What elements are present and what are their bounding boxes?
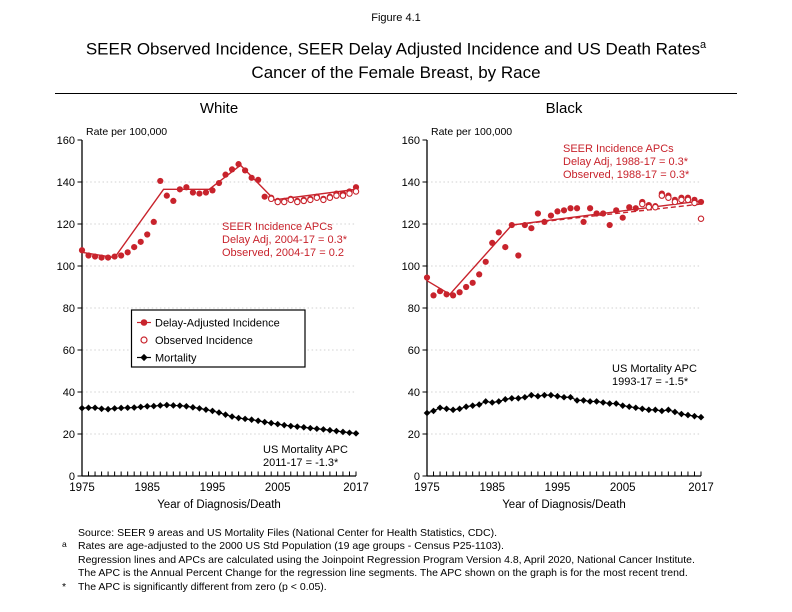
legend-marker-filled-circle: [141, 319, 148, 326]
data-point-observed: [327, 195, 332, 200]
data-point-mortality: [281, 422, 288, 429]
data-point-mortality: [150, 403, 157, 410]
y-tick-label: 80: [62, 303, 75, 315]
data-point-delay-adjusted: [561, 207, 567, 213]
data-point-delay-adjusted: [138, 239, 144, 245]
data-point-delay-adjusted: [79, 247, 85, 253]
data-point-mortality: [587, 398, 594, 405]
data-point-mortality: [646, 407, 653, 414]
y-tick-label: 40: [407, 387, 420, 399]
data-point-delay-adjusted: [170, 198, 176, 204]
legend-item: [141, 335, 253, 347]
data-point-delay-adjusted: [144, 231, 150, 237]
data-point-mortality: [92, 404, 99, 411]
data-point-mortality: [482, 398, 489, 405]
data-point-mortality: [216, 409, 223, 416]
footnote-row: [62, 567, 762, 580]
y-tick-label: 20: [62, 429, 75, 441]
data-point-mortality: [124, 404, 131, 411]
series-mortality: [424, 392, 705, 421]
data-point-delay-adjusted: [489, 240, 495, 246]
figure-title: [0, 34, 792, 84]
data-point-delay-adjusted: [203, 189, 209, 195]
data-point-delay-adjusted: [528, 225, 534, 231]
data-point-observed: [672, 199, 677, 204]
y-tick-label: 160: [401, 135, 420, 147]
y-tick-label: 20: [407, 429, 420, 441]
data-point-delay-adjusted: [587, 205, 593, 211]
figure-title-text: SEER Observed Incidence, SEER Delay Adjusted Incidence and US Death Rates: [85, 39, 701, 59]
data-point-mortality: [561, 394, 568, 401]
data-point-observed: [321, 197, 326, 202]
data-point-delay-adjusted: [600, 210, 606, 216]
annotation-line: US Mortality APC: [263, 444, 348, 456]
y-tick-label: 0: [413, 471, 420, 483]
legend-label: Observed Incidence: [155, 335, 253, 347]
y-tick-label: 140: [401, 177, 420, 189]
data-point-delay-adjusted: [567, 205, 573, 211]
data-point-mortality: [567, 394, 574, 401]
annotation-line: 1993-17 = -1.5*: [612, 376, 689, 388]
data-point-observed: [646, 205, 651, 210]
data-point-mortality: [320, 426, 327, 433]
x-tick-label: 2017: [688, 482, 714, 494]
annotation-us-mortality-apc: [263, 444, 348, 469]
footnote-row: [62, 554, 762, 567]
data-point-delay-adjusted: [196, 190, 202, 196]
data-point-delay-adjusted: [424, 274, 430, 280]
data-point-mortality: [535, 393, 542, 400]
data-point-observed: [666, 195, 671, 200]
data-point-mortality: [600, 399, 607, 406]
data-point-mortality: [639, 406, 646, 413]
data-point-mortality: [209, 408, 216, 415]
data-point-mortality: [203, 406, 210, 413]
data-point-delay-adjusted: [620, 215, 626, 221]
x-tick-label: 2017: [343, 482, 369, 494]
data-point-mortality: [248, 416, 255, 423]
data-point-observed: [353, 189, 358, 194]
figure-number: Figure 4.1: [371, 12, 421, 24]
data-point-delay-adjusted: [463, 284, 469, 290]
y-tick-label: 100: [56, 261, 75, 273]
x-ticks: [427, 472, 701, 477]
data-point-delay-adjusted: [502, 244, 508, 250]
data-point-delay-adjusted: [607, 222, 613, 228]
data-point-mortality: [196, 405, 203, 412]
data-point-mortality: [476, 401, 483, 408]
data-point-mortality: [111, 405, 118, 412]
x-tick-label: 1995: [199, 482, 226, 494]
data-point-mortality: [502, 396, 509, 403]
data-point-observed: [659, 193, 664, 198]
figure-title-line2: Cancer of the Female Breast, by Race: [251, 62, 541, 82]
annotation-line: US Mortality APC: [612, 363, 697, 375]
data-point-mortality: [489, 399, 496, 406]
data-point-observed: [268, 196, 273, 201]
data-point-delay-adjusted: [574, 205, 580, 211]
data-point-mortality: [456, 406, 463, 413]
data-point-delay-adjusted: [483, 259, 489, 265]
data-point-mortality: [79, 405, 86, 412]
data-point-delay-adjusted: [470, 280, 476, 286]
data-point-delay-adjusted: [249, 175, 255, 181]
series-delay-adjusted-incidence: [424, 190, 704, 298]
data-point-observed: [282, 199, 287, 204]
data-point-observed: [685, 197, 690, 202]
data-point-delay-adjusted: [177, 186, 183, 192]
footnote-marker: [62, 554, 78, 567]
annotation-line: Delay Adj, 2004-17 = 0.3*: [222, 234, 348, 246]
data-point-mortality: [548, 392, 555, 399]
data-point-delay-adjusted: [548, 213, 554, 219]
footnote-marker: [62, 567, 78, 580]
title-divider-rule: [55, 93, 737, 94]
data-point-mortality: [177, 402, 184, 409]
x-ticks: [82, 472, 356, 477]
series-mortality: [79, 402, 360, 437]
data-point-delay-adjusted: [125, 249, 131, 255]
data-point-mortality: [606, 400, 613, 407]
panel-title-black: Black: [545, 100, 583, 117]
data-point-mortality: [98, 406, 105, 413]
data-point-mortality: [430, 408, 437, 415]
data-point-mortality: [672, 409, 679, 416]
data-point-observed: [698, 216, 703, 221]
data-point-delay-adjusted: [633, 205, 639, 211]
data-point-mortality: [294, 423, 301, 430]
data-point-mortality: [170, 402, 177, 409]
data-point-delay-adjusted: [183, 184, 189, 190]
legend-label: Delay-Adjusted Incidence: [155, 317, 280, 330]
data-point-mortality: [626, 403, 633, 410]
annotation-seer-incidence-apc: [563, 143, 690, 181]
data-point-mortality: [652, 407, 659, 414]
y-tick-label: 40: [62, 387, 75, 399]
data-point-delay-adjusted: [85, 252, 91, 258]
data-point-delay-adjusted: [535, 210, 541, 216]
data-point-mortality: [255, 417, 262, 424]
data-point-delay-adjusted: [235, 161, 241, 167]
footnote-text: Source: SEER 9 areas and US Mortality Files (National Center for Health Statistics, CDC).: [78, 527, 497, 539]
data-point-delay-adjusted: [92, 253, 98, 259]
y-tick-label: 120: [401, 219, 420, 231]
data-point-mortality: [164, 402, 171, 409]
data-point-mortality: [307, 425, 314, 432]
footnote-text: The APC is the Annual Percent Change for the regression line segments. The APC shown on the graph is for the most recent trend.: [78, 567, 688, 580]
y-ticks: [402, 135, 427, 483]
data-point-mortality: [698, 414, 705, 421]
data-point-delay-adjusted: [242, 167, 248, 173]
data-point-observed: [295, 199, 300, 204]
data-point-delay-adjusted: [541, 219, 547, 225]
legend-label: Mortality: [155, 352, 197, 365]
data-point-mortality: [353, 430, 360, 437]
data-point-observed: [288, 197, 293, 202]
data-point-mortality: [665, 407, 672, 414]
data-point-mortality: [131, 404, 138, 411]
data-point-mortality: [242, 416, 249, 423]
data-point-delay-adjusted: [118, 252, 124, 258]
footnote-marker: a: [62, 539, 67, 550]
data-point-mortality: [593, 398, 600, 405]
data-point-mortality: [118, 405, 125, 412]
data-point-mortality: [528, 392, 535, 399]
x-tick-label: 1995: [544, 482, 571, 494]
data-point-delay-adjusted: [698, 199, 704, 205]
y-tick-label: 120: [56, 219, 75, 231]
data-point-mortality: [85, 404, 92, 411]
data-point-mortality: [235, 415, 242, 422]
annotation-line: 2011-17 = -1.3*: [263, 457, 339, 469]
panel-title-white: White: [199, 100, 239, 117]
data-point-observed: [334, 193, 339, 198]
data-point-mortality: [619, 402, 626, 409]
data-point-delay-adjusted: [229, 166, 235, 172]
data-point-mortality: [314, 425, 321, 432]
data-point-mortality: [261, 419, 268, 426]
data-point-mortality: [190, 404, 197, 411]
data-point-mortality: [685, 412, 692, 419]
data-point-mortality: [274, 421, 281, 428]
data-point-delay-adjusted: [613, 207, 619, 213]
annotation-line: Observed, 2004-17 = 0.2: [222, 247, 344, 259]
y-tick-label: 60: [407, 345, 420, 357]
data-point-mortality: [509, 395, 516, 402]
data-point-mortality: [613, 400, 620, 407]
y-ticks: [57, 135, 82, 483]
data-point-mortality: [659, 408, 666, 415]
data-point-delay-adjusted: [164, 193, 170, 199]
data-point-delay-adjusted: [476, 271, 482, 277]
data-point-mortality: [443, 406, 450, 413]
data-point-delay-adjusted: [157, 178, 163, 184]
data-point-mortality: [574, 397, 581, 404]
footnote-row: [62, 527, 762, 540]
data-point-delay-adjusted: [450, 292, 456, 298]
data-point-mortality: [137, 404, 144, 411]
data-point-delay-adjusted: [437, 288, 443, 294]
annotation-us-mortality-apc: [612, 363, 697, 388]
figure-title-line1: [0, 34, 792, 61]
data-point-observed: [347, 191, 352, 196]
trend-line-solid: [427, 201, 701, 294]
y-tick-label: 100: [401, 261, 420, 273]
data-point-observed: [640, 201, 645, 206]
data-point-mortality: [268, 420, 275, 427]
data-point-mortality: [463, 403, 470, 410]
data-point-delay-adjusted: [98, 255, 104, 261]
data-point-mortality: [495, 398, 502, 405]
data-point-mortality: [541, 392, 548, 399]
y-tick-label: 80: [407, 303, 420, 315]
data-point-mortality: [287, 423, 294, 430]
data-point-mortality: [105, 406, 112, 413]
data-point-observed: [692, 200, 697, 205]
data-point-mortality: [469, 402, 476, 409]
data-point-delay-adjusted: [594, 210, 600, 216]
data-point-mortality: [515, 395, 522, 402]
data-point-delay-adjusted: [522, 222, 528, 228]
data-point-mortality: [327, 427, 334, 434]
data-point-delay-adjusted: [131, 244, 137, 250]
data-point-delay-adjusted: [262, 194, 268, 200]
footnote-text: The APC is significantly different from zero (p < 0.05).: [78, 580, 327, 593]
chart-white-panel: [40, 118, 380, 520]
data-point-delay-adjusted: [255, 177, 261, 183]
x-axis-title: Year of Diagnosis/Death: [502, 499, 626, 511]
data-point-observed: [679, 197, 684, 202]
x-axis-title: Year of Diagnosis/Death: [157, 499, 281, 511]
data-point-mortality: [691, 413, 698, 420]
legend-marker-open-circle: [141, 337, 147, 343]
data-point-delay-adjusted: [209, 187, 215, 193]
data-point-delay-adjusted: [190, 189, 196, 195]
data-point-mortality: [157, 402, 164, 409]
annotation-line: SEER Incidence APCs: [222, 221, 333, 233]
data-point-mortality: [632, 404, 639, 411]
data-point-delay-adjusted: [496, 229, 502, 235]
data-point-mortality: [183, 403, 190, 410]
data-point-mortality: [346, 429, 353, 436]
y-tick-label: 140: [56, 177, 75, 189]
x-tick-label: 1985: [479, 482, 506, 494]
data-point-delay-adjusted: [105, 255, 111, 261]
footnotes-block: [62, 527, 762, 594]
y-axis-title: Rate per 100,000: [431, 126, 513, 138]
annotation-seer-incidence-apc: [222, 221, 348, 259]
data-point-mortality: [424, 410, 431, 417]
x-tick-label: 1975: [69, 482, 95, 494]
data-point-observed: [301, 198, 306, 203]
data-point-mortality: [554, 393, 561, 400]
footnote-text: Regression lines and APCs are calculated using the Joinpoint Regression Program Version 4.8, April 2020, National Cancer Institute.: [78, 553, 695, 566]
data-point-mortality: [580, 397, 587, 404]
data-point-mortality: [222, 411, 229, 418]
data-point-delay-adjusted: [580, 219, 586, 225]
data-point-mortality: [678, 411, 685, 418]
footnote-row: [62, 540, 762, 553]
data-point-mortality: [144, 403, 151, 410]
data-point-observed: [340, 193, 345, 198]
y-axis-title: Rate per 100,000: [86, 126, 168, 138]
data-point-delay-adjusted: [509, 222, 515, 228]
data-point-delay-adjusted: [222, 172, 228, 178]
data-point-mortality: [229, 413, 236, 420]
data-point-delay-adjusted: [443, 291, 449, 297]
data-point-delay-adjusted: [430, 292, 436, 298]
data-point-delay-adjusted: [515, 252, 521, 258]
data-point-delay-adjusted: [554, 208, 560, 214]
data-point-mortality: [301, 424, 308, 431]
data-point-mortality: [522, 394, 529, 401]
annotation-line: SEER Incidence APCs: [563, 143, 674, 155]
title-footnote-superscript: a: [700, 39, 707, 51]
y-tick-label: 60: [62, 345, 75, 357]
data-point-observed: [314, 195, 319, 200]
data-point-delay-adjusted: [151, 219, 157, 225]
data-point-delay-adjusted: [457, 289, 463, 295]
y-tick-label: 0: [68, 471, 75, 483]
x-tick-label: 2005: [264, 482, 291, 494]
data-point-observed: [275, 199, 280, 204]
data-point-delay-adjusted: [216, 180, 222, 186]
data-point-observed: [308, 197, 313, 202]
data-point-observed: [653, 205, 658, 210]
annotation-line: Delay Adj, 1988-17 = 0.3*: [563, 156, 689, 168]
legend: [132, 310, 306, 367]
data-point-mortality: [450, 407, 457, 414]
footnote-marker: *: [62, 580, 67, 593]
chart-black-panel: [385, 118, 725, 520]
y-tick-label: 160: [56, 135, 75, 147]
data-point-mortality: [333, 428, 340, 435]
y-gridlines: [82, 182, 356, 434]
data-point-delay-adjusted: [112, 253, 118, 259]
data-point-delay-adjusted: [626, 204, 632, 210]
footnote-text: Rates are age-adjusted to the 2000 US Std Population (19 age groups - Census P25-1103).: [78, 540, 504, 553]
x-tick-label: 2005: [609, 482, 636, 494]
footnote-row: [62, 581, 762, 594]
x-tick-label: 1985: [134, 482, 161, 494]
legend-item: [137, 318, 280, 330]
annotation-line: Observed, 1988-17 = 0.3*: [563, 169, 690, 181]
x-tick-label: 1975: [414, 482, 440, 494]
data-point-mortality: [437, 404, 444, 411]
